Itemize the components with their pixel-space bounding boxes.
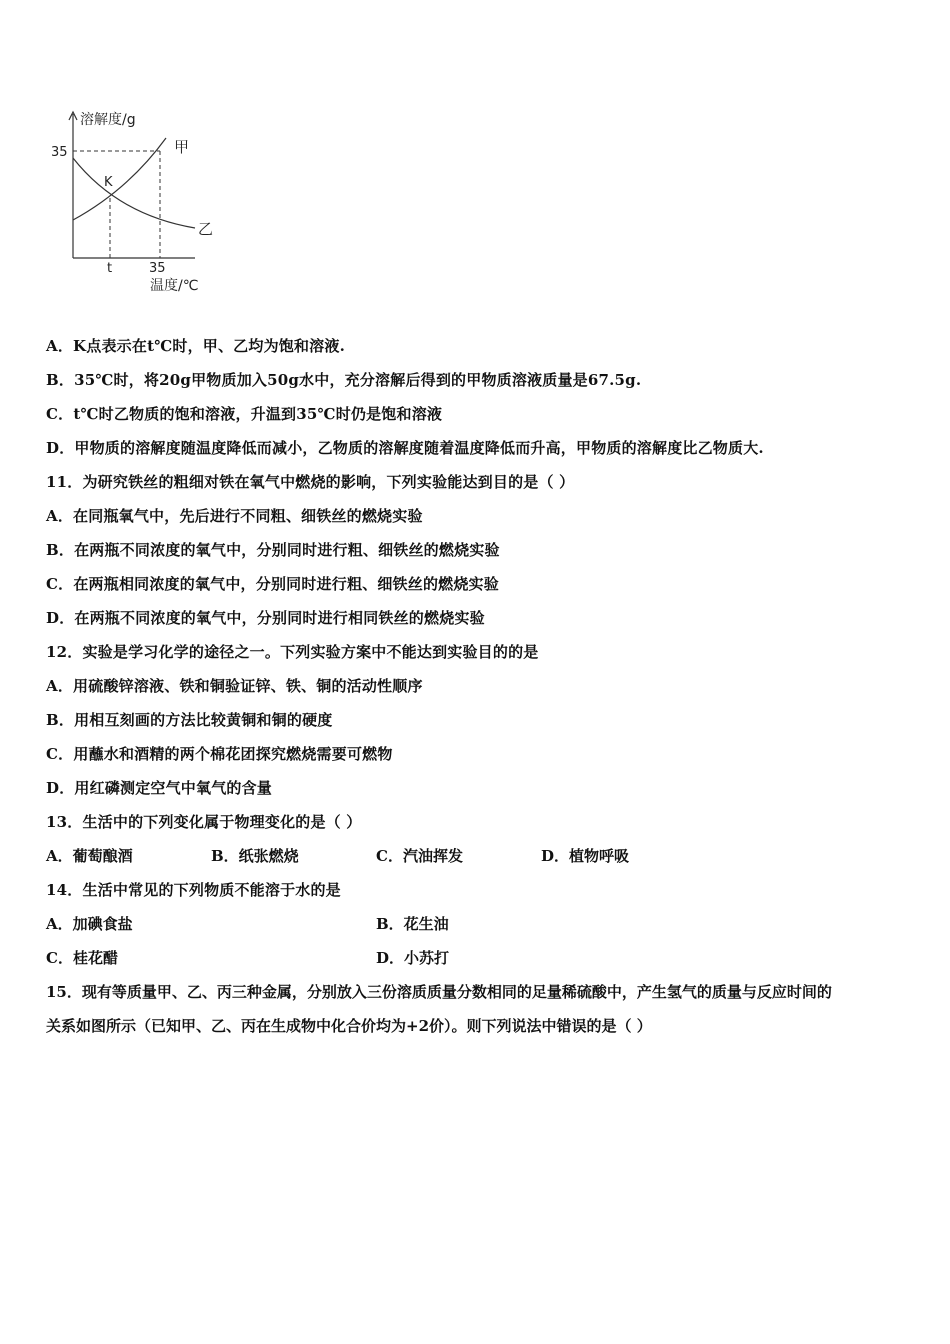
q12-stem: 12．实验是学习化学的途径之一。下列实验方案中不能达到实验目的的是 — [46, 643, 539, 661]
q12-option-d: D．用红磷测定空气中氧气的含量 — [46, 779, 273, 797]
q15-stem — [46, 975, 916, 1043]
q13-stem: 13．生活中的下列变化属于物理变化的是（ ） — [46, 813, 362, 831]
curve-yi — [73, 158, 195, 228]
q14-stem: 14．生活中常见的下列物质不能溶于水的是 — [46, 881, 341, 899]
q14-options-row2 — [46, 941, 916, 975]
q15-stem-line2: 关系如图所示（已知甲、乙、丙在生成物中化合价均为+2价）。则下列说法中错误的是（ ） — [46, 1017, 652, 1035]
q11-option-d: D．在两瓶不同浓度的氧气中，分别同时进行相同铁丝的燃烧实验 — [46, 609, 485, 627]
curve-label-jia: 甲 — [174, 138, 190, 156]
x-tick-35: 35 — [149, 261, 166, 276]
q13-option-c: C．汽油挥发 — [376, 847, 463, 865]
point-label-k: K — [104, 175, 113, 190]
q14-options-row1 — [46, 907, 916, 941]
q10-option-c: C．t℃时乙物质的饱和溶液，升温到35℃时仍是饱和溶液 — [46, 405, 443, 423]
x-tick-t: t — [107, 261, 113, 276]
q13-option-a: A．葡萄酿酒 — [46, 847, 133, 865]
curve-jia — [73, 138, 166, 220]
q14-option-b: B．花生油 — [376, 915, 449, 933]
q14-option-a: A．加碘食盐 — [46, 915, 133, 933]
q10-option-b: B．35℃时，将20g甲物质加入50g水中，充分溶解后得到的甲物质溶液质量是67.5g. — [46, 371, 642, 389]
solubility-curve-figure — [40, 100, 230, 300]
q14-option-d: D．小苏打 — [376, 949, 450, 967]
q12-option-c: C．用蘸水和酒精的两个棉花团探究燃烧需要可燃物 — [46, 745, 393, 763]
q11-option-a: A．在同瓶氧气中，先后进行不同粗、细铁丝的燃烧实验 — [46, 507, 423, 525]
q11-option-b: B．在两瓶不同浓度的氧气中，分别同时进行粗、细铁丝的燃烧实验 — [46, 541, 500, 559]
q13-option-b: B．纸张燃烧 — [211, 847, 299, 865]
q13-option-d: D．植物呼吸 — [541, 847, 630, 865]
q12-option-b: B．用相互刻画的方法比较黄铜和铜的硬度 — [46, 711, 333, 729]
q11-option-c: C．在两瓶相同浓度的氧气中，分别同时进行粗、细铁丝的燃烧实验 — [46, 575, 499, 593]
q14-option-c: C．桂花醋 — [46, 949, 118, 967]
x-axis-label: 温度/℃ — [150, 278, 199, 294]
q12-option-a: A．用硫酸锌溶液、铁和铜验证锌、铁、铜的活动性顺序 — [46, 677, 423, 695]
question-content — [46, 329, 916, 1043]
curve-label-yi: 乙 — [198, 220, 214, 238]
y-axis-label: 溶解度/g — [80, 112, 136, 128]
q15-stem-line1: 15．现有等质量甲、乙、丙三种金属，分别放入三份溶质质量分数相同的足量稀硫酸中，产生氢气的质量与反应时间的 — [46, 983, 832, 1001]
q10-option-d: D．甲物质的溶解度随温度降低而减小，乙物质的溶解度随着温度降低而升高，甲物质的溶解度比乙物质大. — [46, 439, 764, 457]
q10-option-a: A．K点表示在t℃时，甲、乙均为饱和溶液. — [46, 337, 346, 355]
q11-stem: 11．为研究铁丝的粗细对铁在氧气中燃烧的影响，下列实验能达到目的是（ ） — [46, 473, 575, 491]
y-tick-35: 35 — [51, 145, 68, 160]
q13-options — [46, 839, 916, 873]
solubility-chart — [40, 100, 230, 300]
